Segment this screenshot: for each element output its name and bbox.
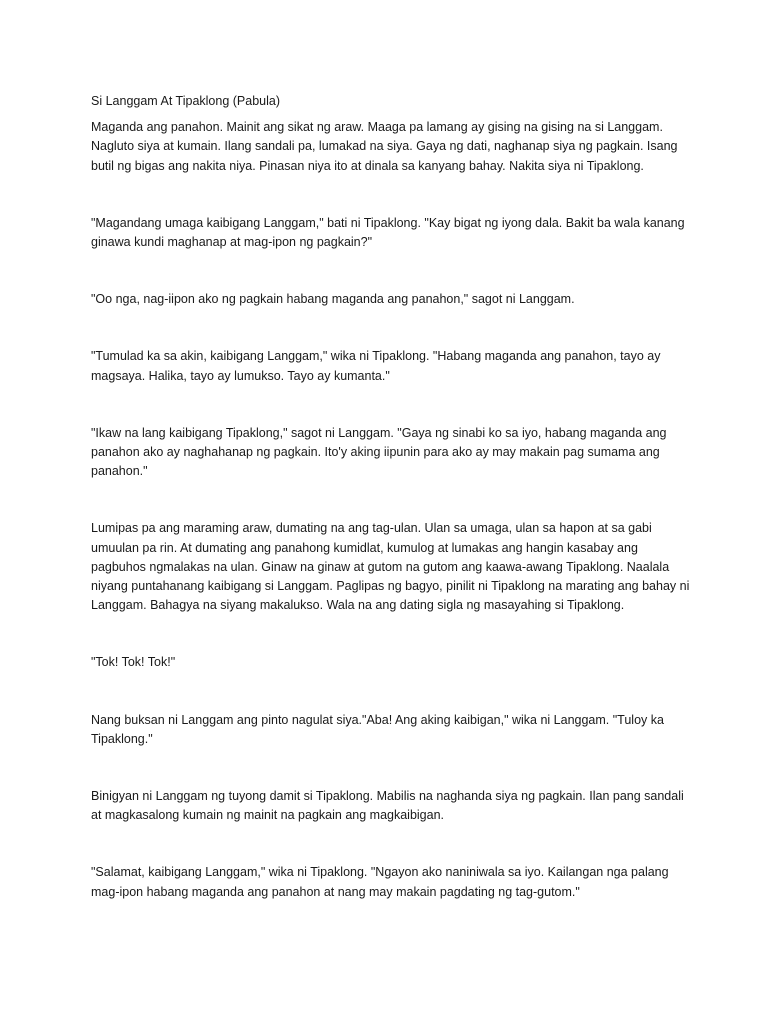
- paragraph-7: "Tok! Tok! Tok!": [91, 655, 176, 670]
- paragraph-10: "Salamat, kaibigang Langgam," wika ni Tipaklong. "Ngayon ako naniniwala sa iyo. Kailangan nga palang mag-ipon habang maganda ang panahon at nang may makain pagdating ng tag-gutom.": [91, 865, 669, 899]
- document-body: [91, 92, 691, 902]
- paragraph-6: Lumipas pa ang maraming araw, dumating na ang tag-ulan. Ulan sa umaga, ulan sa hapon at sa gabi umuulan pa rin. At dumating ang panahong kumidlat, kumulog at lumakas ang hangin kasabay ang pagbuhos ngmalakas na ulan. Ginaw na ginaw at gutom na gutom ang kaawa-awang Tipaklong. Naalala niyang puntahanang kaibigang si Langgam. Paglipas ng bagyo, pinilit ni Tipaklong na marating ang bahay ni Langgam. Bahagya na siyang makalukso. Wala na ang dating sigla ng masayahing si Tipaklong.: [91, 521, 690, 613]
- paragraph-1: Maganda ang panahon. Mainit ang sikat ng araw. Maaga pa lamang ay gising na gising na si Langgam. Nagluto siya at kumain. Ilang sandali pa, lumakad na siya. Gaya ng dati, naghanap siya ng pagkain. Isang butil ng bigas ang nakita niya. Pinasan niya ito at dinala sa kanyang bahay. Nakita siya ni Tipaklong.: [91, 120, 678, 173]
- paragraph-8: Nang buksan ni Langgam ang pinto nagulat siya."Aba! Ang aking kaibigan," wika ni Langgam. "Tuloy ka Tipaklong.": [91, 712, 664, 746]
- paragraph-4: "Tumulad ka sa akin, kaibigang Langgam," wika ni Tipaklong. "Habang maganda ang panahon, tayo ay magsaya. Halika, tayo ay lumukso. Tayo ay kumanta.": [91, 349, 661, 383]
- paragraph-9: Binigyan ni Langgam ng tuyong damit si Tipaklong. Mabilis na naghanda siya ng pagkain. Ilan pang sandali at magkasalong kumain ng mainit na pagkain ang magkaibigan.: [91, 789, 684, 823]
- document-title: Si Langgam At Tipaklong (Pabula): [91, 94, 281, 108]
- paragraph-3: "Oo nga, nag-iipon ako ng pagkain habang maganda ang panahon," sagot ni Langgam.: [91, 292, 575, 307]
- paragraph-5: "Ikaw na lang kaibigang Tipaklong," sagot ni Langgam. "Gaya ng sinabi ko sa iyo, habang maganda ang panahon ako ay naghahanap ng pagkain. Ito'y aking iipunin para ako ay may makain pag sumama ang panahon.": [91, 425, 667, 479]
- paragraph-2: "Magandang umaga kaibigang Langgam," bati ni Tipaklong. "Kay bigat ng iyong dala. Bakit ba wala kanang ginawa kundi maghanap at mag-ipon ng pagkain?": [91, 215, 685, 250]
